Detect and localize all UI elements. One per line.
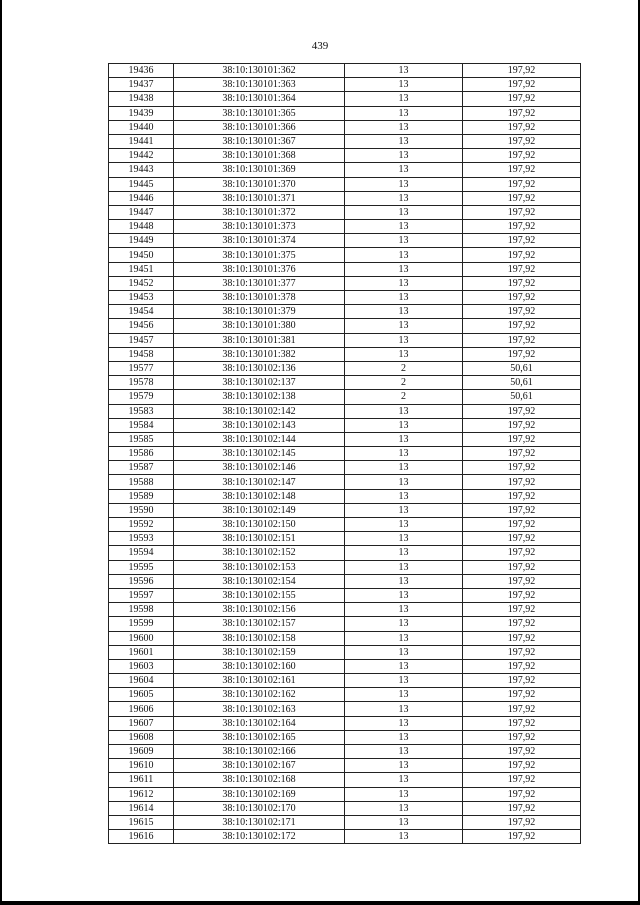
amount-cell: 197,92 <box>463 177 581 191</box>
cadastral-number-cell: 38:10:130102:151 <box>174 532 345 546</box>
amount-cell: 197,92 <box>463 645 581 659</box>
table-row <box>109 688 581 702</box>
quantity-cell: 13 <box>345 333 463 347</box>
amount-cell: 197,92 <box>463 532 581 546</box>
record-number-cell: 19438 <box>109 92 174 106</box>
record-number-cell: 19589 <box>109 489 174 503</box>
table-row <box>109 830 581 844</box>
record-number-cell: 19610 <box>109 759 174 773</box>
quantity-cell: 13 <box>345 64 463 78</box>
quantity-cell: 13 <box>345 518 463 532</box>
table-row <box>109 305 581 319</box>
cadastral-number-cell: 38:10:130101:382 <box>174 347 345 361</box>
quantity-cell: 13 <box>345 759 463 773</box>
record-number-cell: 19447 <box>109 205 174 219</box>
table-row <box>109 702 581 716</box>
record-number-cell: 19590 <box>109 503 174 517</box>
record-number-cell: 19600 <box>109 631 174 645</box>
amount-cell: 197,92 <box>463 674 581 688</box>
table-row <box>109 489 581 503</box>
quantity-cell: 13 <box>345 745 463 759</box>
record-number-cell: 19442 <box>109 149 174 163</box>
amount-cell: 197,92 <box>463 546 581 560</box>
amount-cell: 197,92 <box>463 617 581 631</box>
table-row <box>109 759 581 773</box>
cadastral-number-cell: 38:10:130102:171 <box>174 815 345 829</box>
quantity-cell: 13 <box>345 234 463 248</box>
quantity-cell: 13 <box>345 120 463 134</box>
table-row <box>109 787 581 801</box>
table-row <box>109 745 581 759</box>
quantity-cell: 13 <box>345 631 463 645</box>
quantity-cell: 13 <box>345 716 463 730</box>
record-number-cell: 19601 <box>109 645 174 659</box>
quantity-cell: 13 <box>345 305 463 319</box>
record-number-cell: 19615 <box>109 815 174 829</box>
cadastral-number-cell: 38:10:130102:165 <box>174 730 345 744</box>
quantity-cell: 13 <box>345 830 463 844</box>
record-number-cell: 19608 <box>109 730 174 744</box>
amount-cell: 197,92 <box>463 418 581 432</box>
record-number-cell: 19440 <box>109 120 174 134</box>
record-number-cell: 19448 <box>109 220 174 234</box>
table-row <box>109 205 581 219</box>
amount-cell: 197,92 <box>463 588 581 602</box>
cadastral-number-cell: 38:10:130102:136 <box>174 361 345 375</box>
amount-cell: 197,92 <box>463 191 581 205</box>
record-number-cell: 19583 <box>109 404 174 418</box>
record-number-cell: 19594 <box>109 546 174 560</box>
amount-cell: 197,92 <box>463 730 581 744</box>
table-row <box>109 560 581 574</box>
quantity-cell: 13 <box>345 787 463 801</box>
table-row <box>109 475 581 489</box>
cadastral-number-cell: 38:10:130102:153 <box>174 560 345 574</box>
record-number-cell: 19450 <box>109 248 174 262</box>
cadastral-number-cell: 38:10:130102:162 <box>174 688 345 702</box>
quantity-cell: 13 <box>345 418 463 432</box>
quantity-cell: 13 <box>345 503 463 517</box>
quantity-cell: 13 <box>345 603 463 617</box>
cadastral-number-cell: 38:10:130102:167 <box>174 759 345 773</box>
amount-cell: 197,92 <box>463 92 581 106</box>
cadastral-number-cell: 38:10:130101:362 <box>174 64 345 78</box>
record-number-cell: 19449 <box>109 234 174 248</box>
table-row <box>109 347 581 361</box>
amount-cell: 197,92 <box>463 234 581 248</box>
cadastral-number-cell: 38:10:130101:380 <box>174 319 345 333</box>
quantity-cell: 13 <box>345 106 463 120</box>
record-number-cell: 19437 <box>109 78 174 92</box>
quantity-cell: 13 <box>345 532 463 546</box>
amount-cell: 197,92 <box>463 503 581 517</box>
records-table-body <box>109 64 581 844</box>
cadastral-number-cell: 38:10:130102:144 <box>174 432 345 446</box>
table-row <box>109 730 581 744</box>
quantity-cell: 13 <box>345 730 463 744</box>
quantity-cell: 13 <box>345 404 463 418</box>
cadastral-number-cell: 38:10:130102:169 <box>174 787 345 801</box>
amount-cell: 197,92 <box>463 815 581 829</box>
table-row <box>109 276 581 290</box>
table-row <box>109 631 581 645</box>
amount-cell: 197,92 <box>463 702 581 716</box>
table-row <box>109 376 581 390</box>
quantity-cell: 13 <box>345 815 463 829</box>
table-row <box>109 659 581 673</box>
cadastral-number-cell: 38:10:130102:142 <box>174 404 345 418</box>
record-number-cell: 19457 <box>109 333 174 347</box>
cadastral-number-cell: 38:10:130102:145 <box>174 447 345 461</box>
record-number-cell: 19445 <box>109 177 174 191</box>
record-number-cell: 19439 <box>109 106 174 120</box>
table-row <box>109 588 581 602</box>
quantity-cell: 13 <box>345 191 463 205</box>
cadastral-number-cell: 38:10:130102:161 <box>174 674 345 688</box>
amount-cell: 197,92 <box>463 773 581 787</box>
record-number-cell: 19446 <box>109 191 174 205</box>
table-row <box>109 361 581 375</box>
table-row <box>109 390 581 404</box>
quantity-cell: 13 <box>345 574 463 588</box>
amount-cell: 197,92 <box>463 787 581 801</box>
amount-cell: 197,92 <box>463 319 581 333</box>
table-row <box>109 319 581 333</box>
amount-cell: 197,92 <box>463 305 581 319</box>
table-row <box>109 92 581 106</box>
cadastral-number-cell: 38:10:130102:155 <box>174 588 345 602</box>
amount-cell: 197,92 <box>463 78 581 92</box>
quantity-cell: 13 <box>345 447 463 461</box>
page-number: 439 <box>311 40 329 52</box>
quantity-cell: 2 <box>345 376 463 390</box>
table-row <box>109 191 581 205</box>
record-number-cell: 19584 <box>109 418 174 432</box>
cadastral-number-cell: 38:10:130101:371 <box>174 191 345 205</box>
record-number-cell: 19452 <box>109 276 174 290</box>
table-row <box>109 106 581 120</box>
table-row <box>109 333 581 347</box>
table-row <box>109 447 581 461</box>
record-number-cell: 19593 <box>109 532 174 546</box>
amount-cell: 197,92 <box>463 347 581 361</box>
record-number-cell: 19443 <box>109 163 174 177</box>
cadastral-number-cell: 38:10:130102:157 <box>174 617 345 631</box>
cadastral-number-cell: 38:10:130101:368 <box>174 149 345 163</box>
cadastral-number-cell: 38:10:130101:378 <box>174 291 345 305</box>
amount-cell: 197,92 <box>463 688 581 702</box>
quantity-cell: 13 <box>345 432 463 446</box>
record-number-cell: 19577 <box>109 361 174 375</box>
scan-border-bottom <box>0 901 640 905</box>
quantity-cell: 13 <box>345 347 463 361</box>
table-row <box>109 801 581 815</box>
cadastral-number-cell: 38:10:130101:376 <box>174 262 345 276</box>
record-number-cell: 19579 <box>109 390 174 404</box>
amount-cell: 197,92 <box>463 64 581 78</box>
cadastral-number-cell: 38:10:130101:381 <box>174 333 345 347</box>
amount-cell: 197,92 <box>463 830 581 844</box>
quantity-cell: 13 <box>345 560 463 574</box>
cadastral-number-cell: 38:10:130101:364 <box>174 92 345 106</box>
table-row <box>109 532 581 546</box>
quantity-cell: 13 <box>345 291 463 305</box>
amount-cell: 197,92 <box>463 163 581 177</box>
quantity-cell: 13 <box>345 702 463 716</box>
amount-cell: 197,92 <box>463 603 581 617</box>
record-number-cell: 19436 <box>109 64 174 78</box>
table-row <box>109 603 581 617</box>
cadastral-number-cell: 38:10:130102:166 <box>174 745 345 759</box>
cadastral-number-cell: 38:10:130102:164 <box>174 716 345 730</box>
quantity-cell: 13 <box>345 92 463 106</box>
record-number-cell: 19596 <box>109 574 174 588</box>
table-row <box>109 617 581 631</box>
amount-cell: 197,92 <box>463 560 581 574</box>
record-number-cell: 19616 <box>109 830 174 844</box>
table-row <box>109 773 581 787</box>
cadastral-number-cell: 38:10:130101:372 <box>174 205 345 219</box>
table-row <box>109 291 581 305</box>
amount-cell: 197,92 <box>463 205 581 219</box>
record-number-cell: 19454 <box>109 305 174 319</box>
cadastral-number-cell: 38:10:130101:373 <box>174 220 345 234</box>
record-number-cell: 19451 <box>109 262 174 276</box>
amount-cell: 197,92 <box>463 475 581 489</box>
quantity-cell: 13 <box>345 801 463 815</box>
cadastral-number-cell: 38:10:130101:365 <box>174 106 345 120</box>
quantity-cell: 13 <box>345 674 463 688</box>
quantity-cell: 13 <box>345 319 463 333</box>
records-table <box>108 63 581 844</box>
cadastral-number-cell: 38:10:130101:363 <box>174 78 345 92</box>
quantity-cell: 13 <box>345 773 463 787</box>
record-number-cell: 19611 <box>109 773 174 787</box>
cadastral-number-cell: 38:10:130102:163 <box>174 702 345 716</box>
quantity-cell: 13 <box>345 248 463 262</box>
cadastral-number-cell: 38:10:130101:374 <box>174 234 345 248</box>
record-number-cell: 19603 <box>109 659 174 673</box>
amount-cell: 197,92 <box>463 745 581 759</box>
amount-cell: 197,92 <box>463 248 581 262</box>
cadastral-number-cell: 38:10:130102:156 <box>174 603 345 617</box>
quantity-cell: 13 <box>345 546 463 560</box>
record-number-cell: 19587 <box>109 461 174 475</box>
record-number-cell: 19607 <box>109 716 174 730</box>
table-row <box>109 503 581 517</box>
amount-cell: 197,92 <box>463 134 581 148</box>
scan-border-left <box>0 0 2 905</box>
amount-cell: 197,92 <box>463 106 581 120</box>
record-number-cell: 19606 <box>109 702 174 716</box>
table-row <box>109 78 581 92</box>
quantity-cell: 13 <box>345 461 463 475</box>
amount-cell: 197,92 <box>463 333 581 347</box>
amount-cell: 197,92 <box>463 447 581 461</box>
record-number-cell: 19599 <box>109 617 174 631</box>
record-number-cell: 19586 <box>109 447 174 461</box>
quantity-cell: 13 <box>345 645 463 659</box>
amount-cell: 197,92 <box>463 432 581 446</box>
cadastral-number-cell: 38:10:130102:168 <box>174 773 345 787</box>
cadastral-number-cell: 38:10:130102:137 <box>174 376 345 390</box>
quantity-cell: 13 <box>345 220 463 234</box>
amount-cell: 197,92 <box>463 801 581 815</box>
record-number-cell: 19441 <box>109 134 174 148</box>
amount-cell: 197,92 <box>463 716 581 730</box>
table-row <box>109 149 581 163</box>
amount-cell: 197,92 <box>463 631 581 645</box>
cadastral-number-cell: 38:10:130102:143 <box>174 418 345 432</box>
table-row <box>109 574 581 588</box>
table-row <box>109 674 581 688</box>
amount-cell: 50,61 <box>463 390 581 404</box>
record-number-cell: 19605 <box>109 688 174 702</box>
amount-cell: 197,92 <box>463 262 581 276</box>
quantity-cell: 13 <box>345 163 463 177</box>
table-row <box>109 404 581 418</box>
record-number-cell: 19604 <box>109 674 174 688</box>
record-number-cell: 19588 <box>109 475 174 489</box>
record-number-cell: 19595 <box>109 560 174 574</box>
table-row <box>109 120 581 134</box>
quantity-cell: 13 <box>345 205 463 219</box>
cadastral-number-cell: 38:10:130102:138 <box>174 390 345 404</box>
record-number-cell: 19614 <box>109 801 174 815</box>
cadastral-number-cell: 38:10:130102:148 <box>174 489 345 503</box>
record-number-cell: 19597 <box>109 588 174 602</box>
quantity-cell: 13 <box>345 276 463 290</box>
cadastral-number-cell: 38:10:130102:170 <box>174 801 345 815</box>
cadastral-number-cell: 38:10:130102:149 <box>174 503 345 517</box>
table-row <box>109 461 581 475</box>
table-row <box>109 815 581 829</box>
amount-cell: 197,92 <box>463 149 581 163</box>
quantity-cell: 2 <box>345 361 463 375</box>
cadastral-number-cell: 38:10:130101:375 <box>174 248 345 262</box>
record-number-cell: 19585 <box>109 432 174 446</box>
cadastral-number-cell: 38:10:130102:152 <box>174 546 345 560</box>
record-number-cell: 19592 <box>109 518 174 532</box>
cadastral-number-cell: 38:10:130102:158 <box>174 631 345 645</box>
table-row <box>109 234 581 248</box>
amount-cell: 197,92 <box>463 574 581 588</box>
record-number-cell: 19612 <box>109 787 174 801</box>
record-number-cell: 19458 <box>109 347 174 361</box>
quantity-cell: 13 <box>345 262 463 276</box>
quantity-cell: 13 <box>345 177 463 191</box>
cadastral-number-cell: 38:10:130102:172 <box>174 830 345 844</box>
record-number-cell: 19578 <box>109 376 174 390</box>
table-row <box>109 418 581 432</box>
cadastral-number-cell: 38:10:130102:154 <box>174 574 345 588</box>
quantity-cell: 13 <box>345 659 463 673</box>
amount-cell: 50,61 <box>463 376 581 390</box>
amount-cell: 197,92 <box>463 518 581 532</box>
cadastral-number-cell: 38:10:130101:377 <box>174 276 345 290</box>
table-row <box>109 262 581 276</box>
amount-cell: 197,92 <box>463 276 581 290</box>
table-row <box>109 546 581 560</box>
record-number-cell: 19609 <box>109 745 174 759</box>
quantity-cell: 13 <box>345 489 463 503</box>
quantity-cell: 13 <box>345 617 463 631</box>
cadastral-number-cell: 38:10:130101:366 <box>174 120 345 134</box>
cadastral-number-cell: 38:10:130101:370 <box>174 177 345 191</box>
cadastral-number-cell: 38:10:130102:150 <box>174 518 345 532</box>
quantity-cell: 13 <box>345 688 463 702</box>
quantity-cell: 13 <box>345 78 463 92</box>
amount-cell: 197,92 <box>463 404 581 418</box>
table-row <box>109 177 581 191</box>
quantity-cell: 13 <box>345 588 463 602</box>
table-row <box>109 645 581 659</box>
quantity-cell: 13 <box>345 149 463 163</box>
cadastral-number-cell: 38:10:130102:159 <box>174 645 345 659</box>
amount-cell: 50,61 <box>463 361 581 375</box>
amount-cell: 197,92 <box>463 291 581 305</box>
table-row <box>109 134 581 148</box>
table-row <box>109 716 581 730</box>
table-row <box>109 163 581 177</box>
table-row <box>109 248 581 262</box>
cadastral-number-cell: 38:10:130101:369 <box>174 163 345 177</box>
quantity-cell: 13 <box>345 475 463 489</box>
amount-cell: 197,92 <box>463 220 581 234</box>
amount-cell: 197,92 <box>463 659 581 673</box>
record-number-cell: 19456 <box>109 319 174 333</box>
amount-cell: 197,92 <box>463 120 581 134</box>
table-row <box>109 432 581 446</box>
table-row <box>109 518 581 532</box>
amount-cell: 197,92 <box>463 759 581 773</box>
amount-cell: 197,92 <box>463 489 581 503</box>
cadastral-number-cell: 38:10:130102:146 <box>174 461 345 475</box>
record-number-cell: 19453 <box>109 291 174 305</box>
table-row <box>109 64 581 78</box>
table-row <box>109 220 581 234</box>
amount-cell: 197,92 <box>463 461 581 475</box>
record-number-cell: 19598 <box>109 603 174 617</box>
cadastral-number-cell: 38:10:130102:147 <box>174 475 345 489</box>
quantity-cell: 13 <box>345 134 463 148</box>
quantity-cell: 2 <box>345 390 463 404</box>
cadastral-number-cell: 38:10:130101:367 <box>174 134 345 148</box>
cadastral-number-cell: 38:10:130102:160 <box>174 659 345 673</box>
cadastral-number-cell: 38:10:130101:379 <box>174 305 345 319</box>
